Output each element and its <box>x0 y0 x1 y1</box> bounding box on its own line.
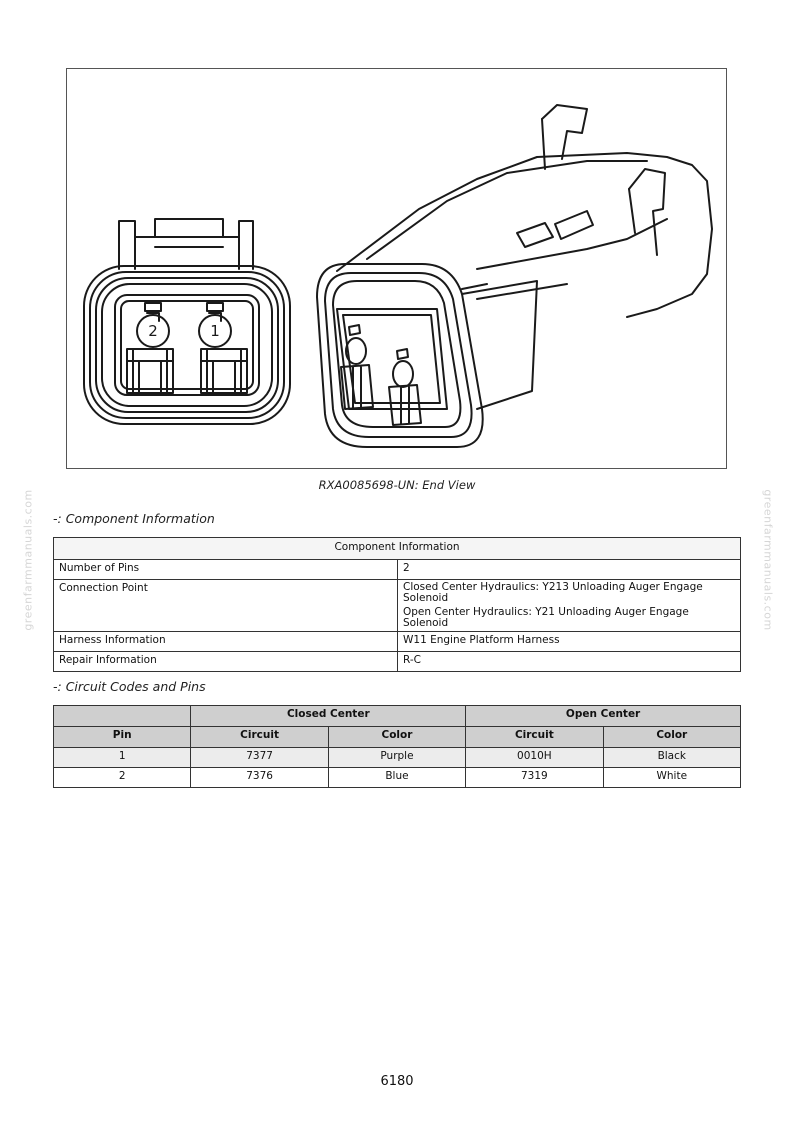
color-cell: Blue <box>328 768 465 788</box>
column-header-pin: Pin <box>54 727 191 748</box>
pin-1-label: 1 <box>210 322 220 340</box>
table-row <box>54 632 741 652</box>
component-info-table-title: Component Information <box>54 538 741 560</box>
color-cell: Black <box>603 748 740 768</box>
table-row <box>54 652 741 672</box>
circuit-cell: 0010H <box>466 748 603 768</box>
table-row <box>54 768 741 788</box>
column-header-color: Color <box>328 727 465 748</box>
row-value: 2 <box>398 560 741 580</box>
end-view-drawing <box>84 219 290 424</box>
row-value: R-C <box>398 652 741 672</box>
connection-point-closed-center: Closed Center Hydraulics: Y213 Unloading Auger Engage Solenoid <box>403 581 703 604</box>
figure-caption: RXA0085698-UN: End View <box>318 478 476 492</box>
row-label: Connection Point <box>54 580 398 632</box>
watermark-left: greenfarmmanuals.com <box>21 489 35 631</box>
row-label: Number of Pins <box>54 560 398 580</box>
perspective-view-drawing <box>317 105 712 447</box>
watermark-right: greenfarmmanuals.com <box>761 489 775 631</box>
component-info-table <box>53 537 741 672</box>
circuit-codes-heading: -: Circuit Codes and Pins <box>53 679 206 694</box>
pin-cell: 1 <box>54 748 191 768</box>
column-header-color: Color <box>603 727 740 748</box>
circuit-cell: 7377 <box>191 748 328 768</box>
page-number: 6180 <box>380 1074 414 1089</box>
component-info-heading: -: Component Information <box>53 511 215 526</box>
closed-center-header: Closed Center <box>191 706 466 727</box>
column-header-circuit: Circuit <box>191 727 328 748</box>
column-header-circuit: Circuit <box>466 727 603 748</box>
table-row <box>54 580 741 632</box>
pin-cell: 2 <box>54 768 191 788</box>
connector-figure <box>66 68 727 469</box>
circuit-cell: 7376 <box>191 768 328 788</box>
row-label: Harness Information <box>54 632 398 652</box>
color-cell: Purple <box>328 748 465 768</box>
connection-point-open-center: Open Center Hydraulics: Y21 Unloading Auger Engage Solenoid <box>403 606 689 629</box>
connector-illustration <box>67 69 728 470</box>
table-row <box>54 560 741 580</box>
row-value <box>398 580 741 632</box>
row-label: Repair Information <box>54 652 398 672</box>
color-cell: White <box>603 768 740 788</box>
open-center-header: Open Center <box>466 706 741 727</box>
empty-header-cell <box>54 706 191 727</box>
table-row <box>54 748 741 768</box>
row-value: W11 Engine Platform Harness <box>398 632 741 652</box>
circuit-cell: 7319 <box>466 768 603 788</box>
pin-2-label: 2 <box>148 322 158 340</box>
circuit-codes-table <box>53 705 741 788</box>
